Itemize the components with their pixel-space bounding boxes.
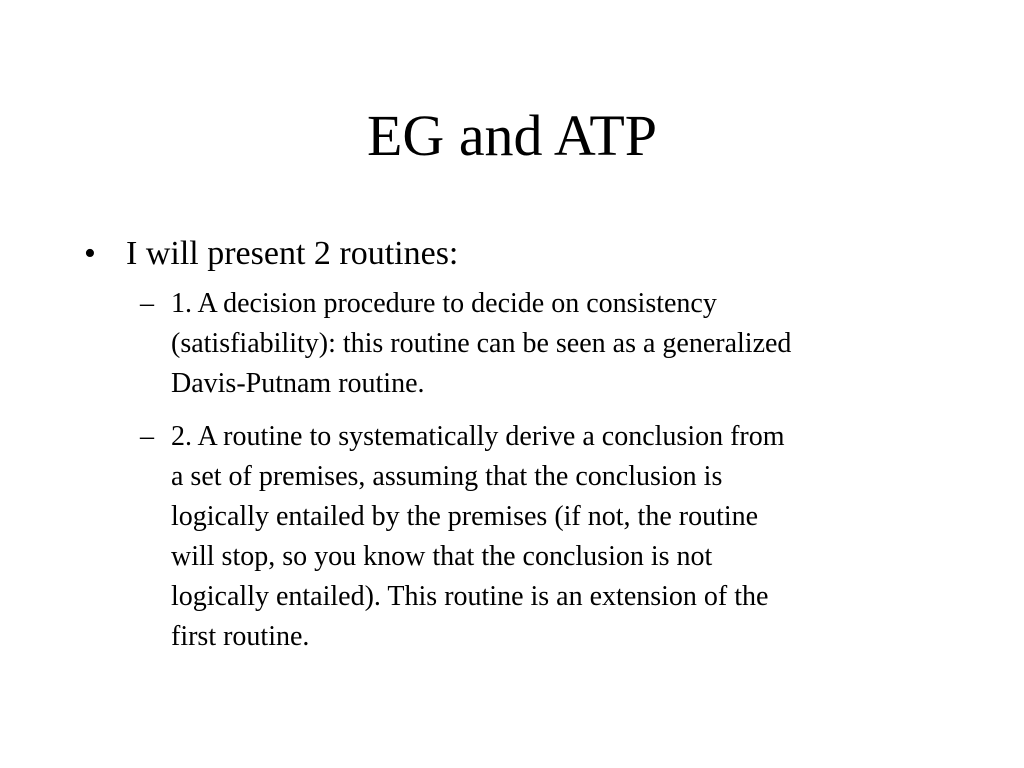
- text-line: 1. A decision procedure to decide on consistency: [171, 288, 717, 319]
- bullet-text: I will present 2 routines:: [126, 235, 459, 272]
- text-line: 2. A routine to systematically derive a conclusion from: [171, 421, 785, 452]
- text-line: Davis-Putnam routine.: [171, 368, 425, 399]
- sub-bullet-text: [171, 284, 941, 404]
- slide-title: EG and ATP: [367, 103, 657, 168]
- dash-icon: –: [140, 421, 154, 452]
- sub-bullet-text: [171, 417, 941, 657]
- text-line: a set of premises, assuming that the conclusion is: [171, 461, 723, 492]
- dash-icon: –: [140, 288, 154, 319]
- text-line: will stop, so you know that the conclusion is not: [171, 541, 713, 572]
- text-line: first routine.: [171, 621, 310, 652]
- text-line: logically entailed by the premises (if not, the routine: [171, 501, 759, 532]
- text-line: logically entailed). This routine is an extension of the: [171, 581, 769, 612]
- bullet-icon: •: [84, 235, 96, 272]
- text-line: (satisfiability): this routine can be seen as a generalized: [171, 328, 792, 359]
